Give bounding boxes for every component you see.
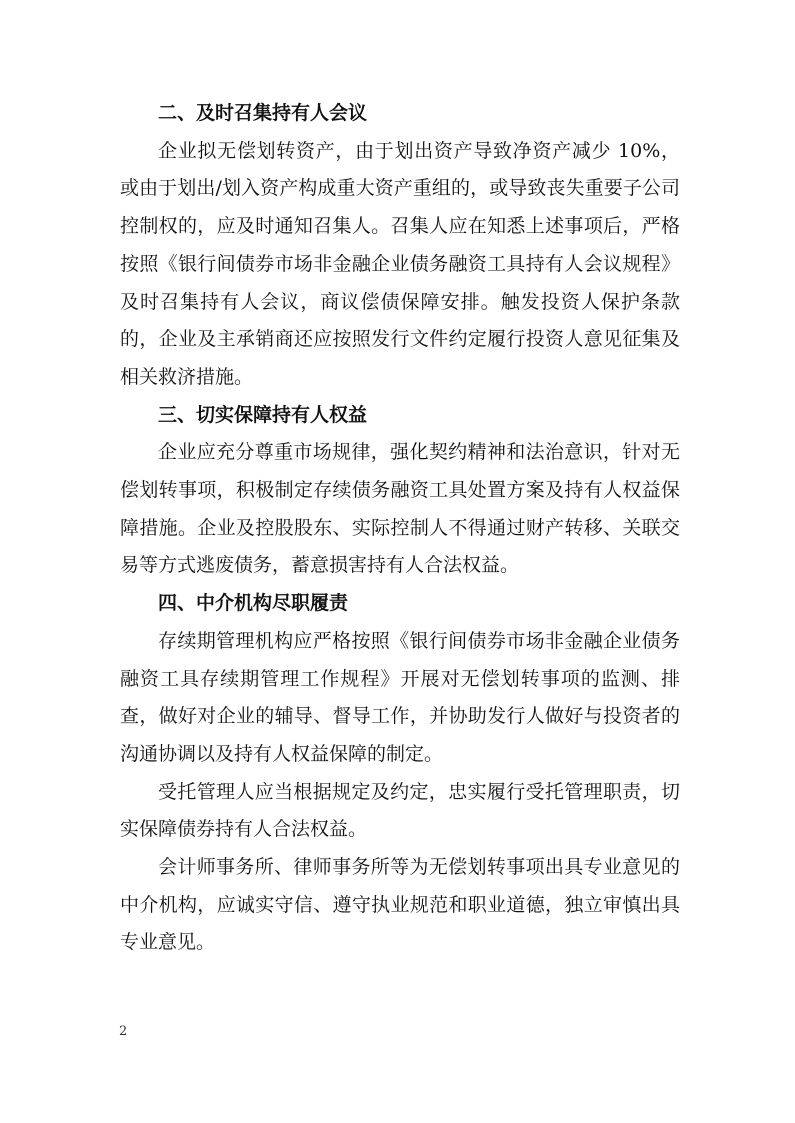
section-heading-3: 三、切实保障持有人权益: [158, 403, 368, 426]
section-heading-4: 四、中介机构尽职履责: [158, 592, 349, 615]
section-4-paragraph-1: 存续期管理机构应严格按照《银行间债券市场非金融企业债务融资工具存续期管理工作规程》开展对无偿划转事项的监测、排查，做好对企业的辅导、督导工作，并协助发行人做好与投资者的沟通协调以及持有人权益保障的制定。: [120, 629, 680, 765]
page-number: 2: [119, 1024, 128, 1039]
section-3-paragraph-1: 企业应充分尊重市场规律，强化契约精神和法治意识，针对无偿划转事项，积极制定存续债务融资工具处置方案及持有人权益保障措施。企业及控股股东、实际控制人不得通过财产转移、关联交易等方式逃废债务，蓄意损害持有人合法权益。: [120, 441, 680, 577]
section-4-paragraph-2: 受托管理人应当根据规定及约定，忠实履行受托管理职责，切实保障债券持有人合法权益。: [120, 780, 680, 841]
section-4-paragraph-3: 会计师事务所、律师事务所等为无偿划转事项出具专业意见的中介机构，应诚实守信、遵守执业规范和职业道德，独立审慎出具专业意见。: [120, 856, 680, 954]
section-heading-2: 二、及时召集持有人会议: [158, 102, 368, 124]
document-body: [120, 95, 680, 962]
section-2-paragraph-1: 企业拟无偿划转资产，由于划出资产导致净资产减少 10%，或由于划出/划入资产构成重大资产重组的，或导致丧失重要子公司控制权的，应及时通知召集人。召集人应在知悉上述事项后，严格按照《银行间债券市场非金融企业债务融资工具持有人会议规程》及时召集持有人会议，商议偿债保障安排。触发投资人保护条款的，企业及主承销商还应按照发行文件约定履行投资人意见征集及相关救济措施。: [120, 139, 680, 388]
